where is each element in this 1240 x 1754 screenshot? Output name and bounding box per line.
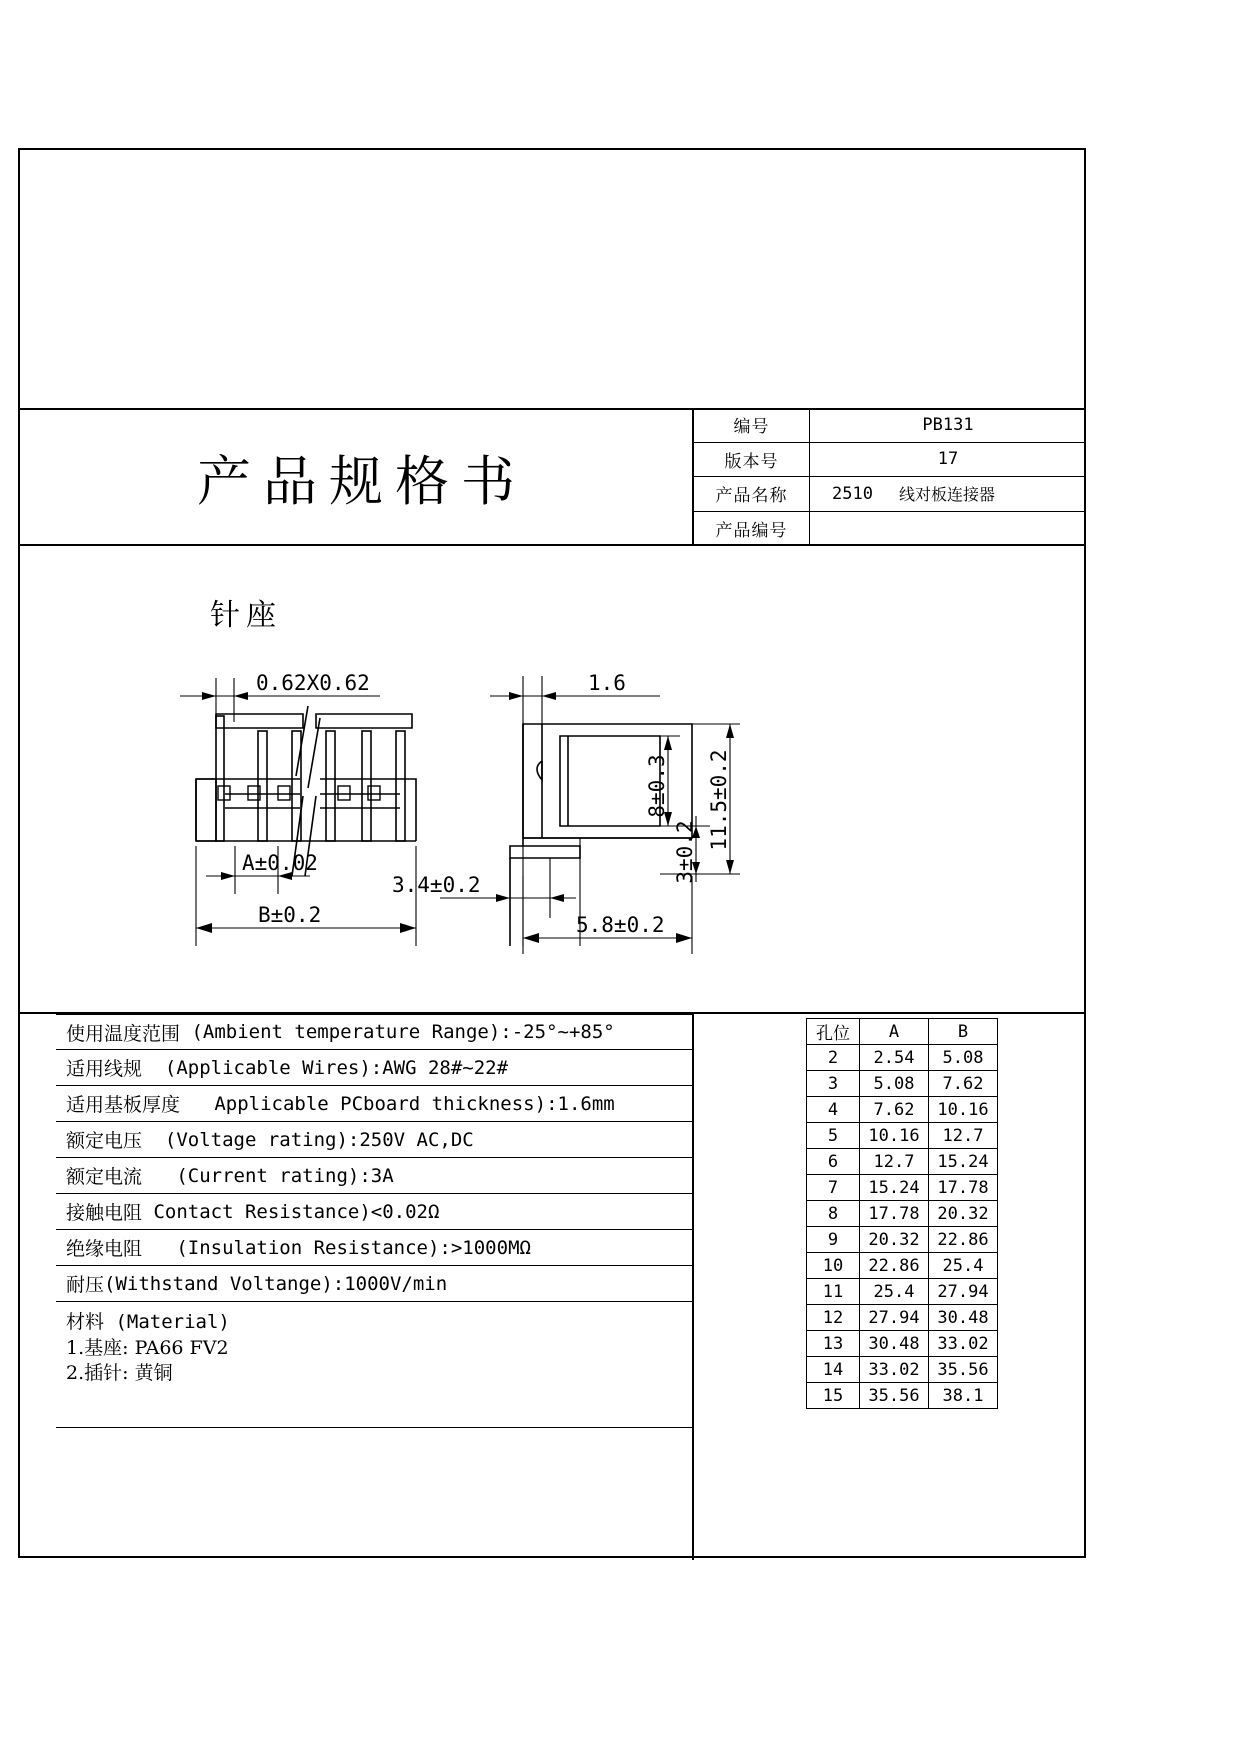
cell-positions: 5: [807, 1123, 860, 1149]
drawing-frame: [18, 148, 1086, 1558]
cell-positions: 7: [807, 1175, 860, 1201]
table-row: [807, 1071, 998, 1097]
spec-row-wires: [56, 1050, 692, 1086]
cell-b: 27.94: [929, 1279, 998, 1305]
cell-positions: 13: [807, 1331, 860, 1357]
table-row: [807, 1357, 998, 1383]
spec-value: Contact Resistance)<0.02Ω: [142, 1200, 440, 1223]
header-a: A: [860, 1019, 929, 1045]
material-heading: [66, 1310, 692, 1336]
dim-pin-size: 0.62X0.62: [256, 671, 370, 695]
cell-b: 25.4: [929, 1253, 998, 1279]
cell-a: 10.16: [860, 1123, 929, 1149]
spec-value: (Current rating):3A: [142, 1164, 394, 1187]
spec-row-current-rating: [56, 1158, 692, 1194]
table-row: [807, 1149, 998, 1175]
spec-value: Applicable PCboard thickness):1.6mm: [180, 1092, 615, 1115]
dim-shoulder: 3±0.2: [673, 820, 697, 884]
cell-positions: 4: [807, 1097, 860, 1123]
cell-b: 20.32: [929, 1201, 998, 1227]
spec-value: (Withstand Voltange):1000V/min: [104, 1272, 448, 1295]
spec-label-cn: 绝缘电阻: [66, 1238, 143, 1260]
material-item-pin: 2.插针: 黄铜: [66, 1362, 173, 1385]
cell-a: 12.7: [860, 1149, 929, 1175]
cell-b: 17.78: [929, 1175, 998, 1201]
value-product-name: [810, 477, 1086, 511]
spec-row-pcb-thickness: [56, 1086, 692, 1122]
value-part-number: PB131: [922, 414, 974, 435]
cell-a: 20.32: [860, 1227, 929, 1253]
cell-a: 30.48: [860, 1331, 929, 1357]
dim-total-height: 11.5±0.2: [707, 749, 731, 851]
cell-positions: 14: [807, 1357, 860, 1383]
cell-a: 33.02: [860, 1357, 929, 1383]
spec-value: (Applicable Wires):AWG 28#~22#: [142, 1056, 509, 1079]
cell-a: 17.78: [860, 1201, 929, 1227]
value-product-code: [810, 512, 1086, 547]
spec-label-cn: 耐压: [66, 1274, 105, 1296]
cell-b: 15.24: [929, 1149, 998, 1175]
cell-a: 22.86: [860, 1253, 929, 1279]
dimension-table-body: [807, 1045, 998, 1409]
dim-wall: 1.6: [588, 671, 626, 695]
title-block-row-number: [694, 408, 1086, 443]
cell-a: 27.94: [860, 1305, 929, 1331]
spec-label-cn: 额定电压: [66, 1130, 143, 1152]
product-series: 2510: [832, 483, 873, 504]
material-heading-en: (Material): [104, 1311, 230, 1333]
spec-row-temperature: [56, 1014, 692, 1050]
material-block: [56, 1302, 692, 1428]
table-row: [807, 1097, 998, 1123]
spec-label-cn: 使用温度范围: [66, 1022, 181, 1045]
cell-positions: 11: [807, 1279, 860, 1305]
material-heading-cn: 材料: [66, 1311, 105, 1333]
section-label: 针座: [210, 598, 282, 633]
cell-positions: 9: [807, 1227, 860, 1253]
title-block-row-product-name: [694, 477, 1086, 512]
value-version: 17: [937, 449, 959, 470]
spec-value: (Voltage rating):250V AC,DC: [142, 1128, 474, 1151]
table-header-row: [807, 1019, 998, 1045]
cell-a: 15.24: [860, 1175, 929, 1201]
cell-positions: 2: [807, 1045, 860, 1071]
cell-a: 7.62: [860, 1097, 929, 1123]
cell-positions: 12: [807, 1305, 860, 1331]
cell-a: 2.54: [860, 1045, 929, 1071]
table-row: [807, 1045, 998, 1071]
title-block-row-version: [694, 443, 1086, 478]
spec-value: (Ambient temperature Range):-25°~+85°: [180, 1021, 615, 1043]
spec-row-voltage-rating: [56, 1122, 692, 1158]
header-positions: 孔位: [807, 1019, 860, 1045]
cell-b: 30.48: [929, 1305, 998, 1331]
dim-lead-length: 3.4±0.2: [392, 873, 481, 897]
dimension-table: [806, 1018, 998, 1409]
cell-b: 5.08: [929, 1045, 998, 1071]
cell-a: 35.56: [860, 1383, 929, 1409]
cell-b: 10.16: [929, 1097, 998, 1123]
vertical-divider: [692, 1014, 694, 1560]
dim-post-height: 8±0.3: [645, 754, 669, 818]
material-item-base: 1.基座: PA66 FV2: [66, 1336, 229, 1359]
label-version: 版本号: [694, 443, 810, 477]
cell-a: 5.08: [860, 1071, 929, 1097]
table-row: [807, 1201, 998, 1227]
spec-label-cn: 适用线规: [66, 1058, 143, 1080]
cell-b: 22.86: [929, 1227, 998, 1253]
cell-positions: 15: [807, 1383, 860, 1409]
page-title-text: 产品规格书: [197, 449, 527, 513]
cell-b: 7.62: [929, 1071, 998, 1097]
specification-list: [56, 1014, 692, 1428]
dim-depth: 5.8±0.2: [576, 913, 665, 937]
page-title: [20, 408, 692, 546]
spec-label-cn: 接触电阻: [66, 1202, 143, 1224]
cell-b: 35.56: [929, 1357, 998, 1383]
label-product-name: 产品名称: [694, 477, 810, 511]
spec-value: (Insulation Resistance):>1000MΩ: [142, 1236, 531, 1259]
spec-label-cn: 适用基板厚度: [66, 1094, 181, 1116]
title-block-row-product-code: [694, 512, 1086, 547]
cell-a: 25.4: [860, 1279, 929, 1305]
cell-b: 12.7: [929, 1123, 998, 1149]
spec-row-withstand-voltage: [56, 1266, 692, 1302]
table-row: [807, 1305, 998, 1331]
table-row: [807, 1253, 998, 1279]
label-product-code: 产品编号: [694, 512, 810, 547]
spec-row-insulation-resistance: [56, 1230, 692, 1266]
technical-drawing: [20, 546, 1084, 1012]
table-row: [807, 1279, 998, 1305]
cell-b: 33.02: [929, 1331, 998, 1357]
dim-pitch: A±0.02: [242, 851, 318, 875]
cell-positions: 10: [807, 1253, 860, 1279]
table-row: [807, 1123, 998, 1149]
dim-width: B±0.2: [258, 903, 322, 927]
spec-label-cn: 额定电流: [66, 1166, 143, 1188]
cell-positions: 3: [807, 1071, 860, 1097]
spec-row-contact-resistance: [56, 1194, 692, 1230]
title-block-table: [692, 408, 1086, 546]
specification-area: [20, 1012, 1084, 1558]
table-row: [807, 1383, 998, 1409]
table-row: [807, 1175, 998, 1201]
table-row: [807, 1227, 998, 1253]
cell-positions: 8: [807, 1201, 860, 1227]
header-b: B: [929, 1019, 998, 1045]
cell-b: 38.1: [929, 1383, 998, 1409]
product-type: 线对板连接器: [898, 485, 995, 505]
label-part-number: 编号: [694, 408, 810, 442]
cell-positions: 6: [807, 1149, 860, 1175]
table-row: [807, 1331, 998, 1357]
